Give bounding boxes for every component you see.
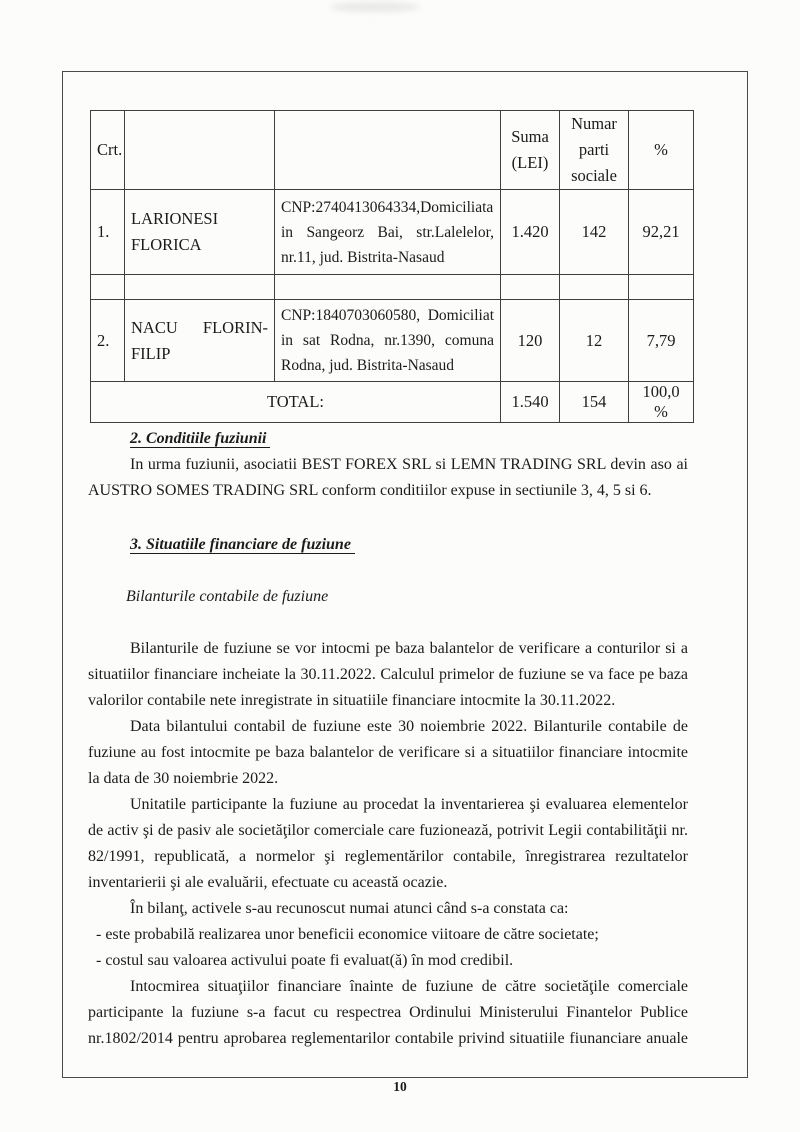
document-content xyxy=(90,110,693,423)
cell-parti: 12 xyxy=(560,300,629,382)
cell-parti: 142 xyxy=(560,190,629,275)
header-percent: % xyxy=(629,111,694,190)
paragraph-intocmire: Intocmirea situaţiilor financiare înainte de fuziune de către societăţile comerciale participante la fuziune s-a facut cu respectrea Ordinului Ministerului Finantelor Publice nr.1802/2014 pentru aprobarea reglementarilor contabile privind situatiile fiunanciare anuale xyxy=(88,978,688,1047)
cell-crt: 1. xyxy=(91,190,125,275)
table-row xyxy=(91,190,694,275)
section-2-heading: 2. Conditiile fuziunii xyxy=(88,426,688,452)
page-number: 10 xyxy=(393,1079,407,1094)
bullet-beneficii: - este probabilă realizarea unor beneficii economice viitoare de către societate; xyxy=(96,926,599,943)
bullet-cost: - costul sau valoarea activului poate fi evaluat(ă) în mod credibil. xyxy=(96,952,514,969)
section-3-heading: 3. Situatiile financiare de fuziune xyxy=(88,532,688,558)
total-parti: 154 xyxy=(560,382,629,423)
paragraph-balante: Bilanturile de fuziune se vor intocmi pe baza balantelor de verificare a conturilor si a situatiilor financiare incheiate la 30.11.2022. Calculul primelor de fuziune se va face pe baza valorilor contabile nete inregistrate in situatiile financiare intocmite la 30.11.2022. xyxy=(88,640,688,709)
cell-name: NACU FLORIN-FILIP xyxy=(125,300,275,382)
cell-name: LARIONESI FLORICA xyxy=(125,190,275,275)
paragraph-bilant-intro: În bilanţ, activele s-au recunoscut numai atunci când s-a constata ca: xyxy=(130,900,569,917)
table-total-row xyxy=(91,382,694,423)
table-row xyxy=(91,300,694,382)
paragraph-inventariere: Unitatile participante la fuziune au procedat la inventarierea şi evaluarea elementelor de activ şi de pasiv ale societăţilor comerciale care fuzionează, potrivit Legii contabilităţii nr. 82/1991, republicată, a normelor şi reglementărilor contabile, înregistrarea rezultatelor inventarierii şi ale evaluării, efectuate cu această ocazie. xyxy=(88,796,688,891)
total-label: TOTAL: xyxy=(91,382,501,423)
header-name xyxy=(125,111,275,190)
cell-details: CNP:2740413064334,Domiciliata in Sangeorz Bai, str.Lalelelor, nr.11, jud. Bistrita-Nasaud xyxy=(275,190,501,275)
document-text xyxy=(88,426,688,1052)
shareholders-table xyxy=(90,110,694,423)
cell-percent: 92,21 xyxy=(629,190,694,275)
section-3-subheading: Bilanturile contabile de fuziune xyxy=(126,588,329,605)
header-details xyxy=(275,111,501,190)
header-crt: Crt. xyxy=(91,111,125,190)
section-2-paragraph: In urma fuziunii, asociatii BEST FOREX SRL si LEMN TRADING SRL devin aso ai AUSTRO SOMES TRADING SRL conform conditiilor expuse in sectiunile 3, 4, 5 si 6. xyxy=(88,456,688,499)
paragraph-data-bilant: Data bilantului contabil de fuziune este 30 noiembrie 2022. Bilanturile contabile de fuziune au fost intocmite pe baza balantelor de verificare si a situatiilor financiare intocmite la data de 30 noiembrie 2022. xyxy=(88,718,688,787)
table-header-row xyxy=(91,111,694,190)
cell-suma: 1.420 xyxy=(501,190,560,275)
table-spacer-row xyxy=(91,275,694,300)
cell-details: CNP:1840703060580, Domiciliat in sat Rodna, nr.1390, comuna Rodna, jud. Bistrita-Nasaud xyxy=(275,300,501,382)
cell-percent: 7,79 xyxy=(629,300,694,382)
header-parti-sociale: Numar parti sociale xyxy=(560,111,629,190)
cell-suma: 120 xyxy=(501,300,560,382)
cell-crt: 2. xyxy=(91,300,125,382)
scan-smudge-artifact xyxy=(330,2,420,12)
total-percent: 100,0 % xyxy=(629,382,694,423)
header-suma: Suma (LEI) xyxy=(501,111,560,190)
total-suma: 1.540 xyxy=(501,382,560,423)
